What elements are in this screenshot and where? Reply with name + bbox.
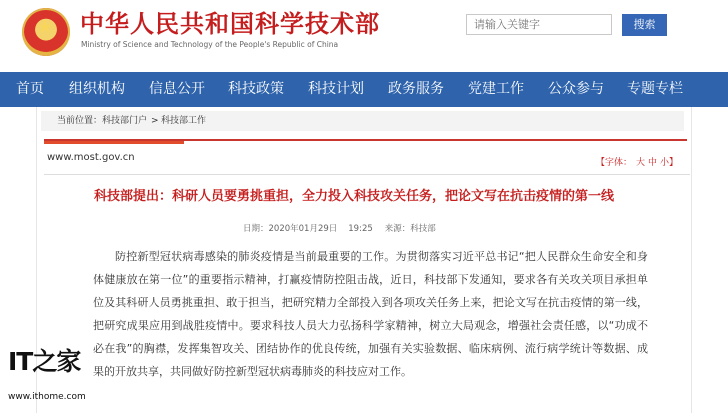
watermark-url: www.ithome.com (8, 392, 86, 402)
site-header (0, 0, 728, 72)
site-domain: www.most.gov.cn (47, 152, 135, 163)
breadcrumb-prefix: 当前位置： (57, 116, 103, 126)
article-title: 科技部提出：科研人员要勇挑重担，全力投入科技攻关任务，把论文写在抗击疫情的第一线 (94, 189, 615, 204)
article-date: 日期：2020年01月29日 (243, 224, 338, 234)
nav-sci-tech-plan[interactable]: 科技计划 (308, 81, 364, 97)
breadcrumb-separator: > (151, 116, 159, 126)
national-emblem-icon (22, 8, 70, 56)
article-time: 19:25 (348, 224, 373, 234)
main-navigation (0, 72, 728, 107)
font-size-small[interactable]: 小】 (660, 158, 679, 168)
breadcrumb (41, 111, 684, 131)
breadcrumb-work-link[interactable]: 科技部工作 (161, 116, 207, 126)
star-icon: ★ (37, 17, 54, 38)
search-button[interactable]: 搜索 (622, 14, 667, 36)
article-body (93, 245, 648, 383)
search-input[interactable]: 请输入关键字 (466, 14, 612, 35)
nav-organization[interactable]: 组织机构 (69, 81, 125, 97)
watermark-brand: IT之家 (8, 347, 81, 376)
font-size-mid[interactable]: 中 (648, 158, 658, 168)
font-size-control (596, 157, 678, 169)
accent-rule (44, 141, 184, 144)
font-size-label: 【字体： (596, 158, 633, 168)
nav-information-disclosure[interactable]: 信息公开 (149, 81, 205, 97)
article-divider (44, 174, 690, 175)
nav-sci-tech-policy[interactable]: 科技政策 (228, 81, 284, 97)
article-meta (243, 223, 436, 235)
nav-party-building[interactable]: 党建工作 (468, 81, 524, 97)
nav-special-topics[interactable]: 专题专栏 (627, 81, 683, 97)
nav-government-services[interactable]: 政务服务 (388, 81, 444, 97)
nav-home[interactable]: 首页 (16, 81, 44, 97)
article-paragraph: 防控新型冠状病毒感染的肺炎疫情是当前最重要的工作。为贯彻落实习近平总书记“把人民群众生命安全和身体健康放在第一位”的重要指示精神，打赢疫情防控阻击战，近日，科技部下发通知，要求各有关攻关项目承担单位及其科研人员勇挑重担、敢于担当，把研究精力全部投入到各项攻关任务上来，把论文写在抗击疫情的第一线，把研究成果应用到战胜疫情中。要求科技人员大力弘扬科学家精神，树立大局观念，增强社会责任感，以“功成不必在我”的胸襟，发挥集智攻关、团结协作的优良传统，加强有关实验数据、临床病例、流行病学统计等数据、成果的开放共享，共同做好防控新型冠状病毒肺炎的科技应对工作。 (93, 250, 648, 378)
breadcrumb-portal-link[interactable]: 科技部门户 (102, 116, 148, 126)
font-size-big[interactable]: 大 (636, 158, 646, 168)
article-source: 来源：科技部 (384, 224, 436, 234)
site-title[interactable]: 中华人民共和国科学技术部 (80, 10, 380, 38)
site-subtitle: Ministry of Science and Technology of the People's Republic of China (81, 40, 339, 49)
nav-public-participation[interactable]: 公众参与 (548, 81, 604, 97)
ithome-watermark (8, 348, 106, 404)
